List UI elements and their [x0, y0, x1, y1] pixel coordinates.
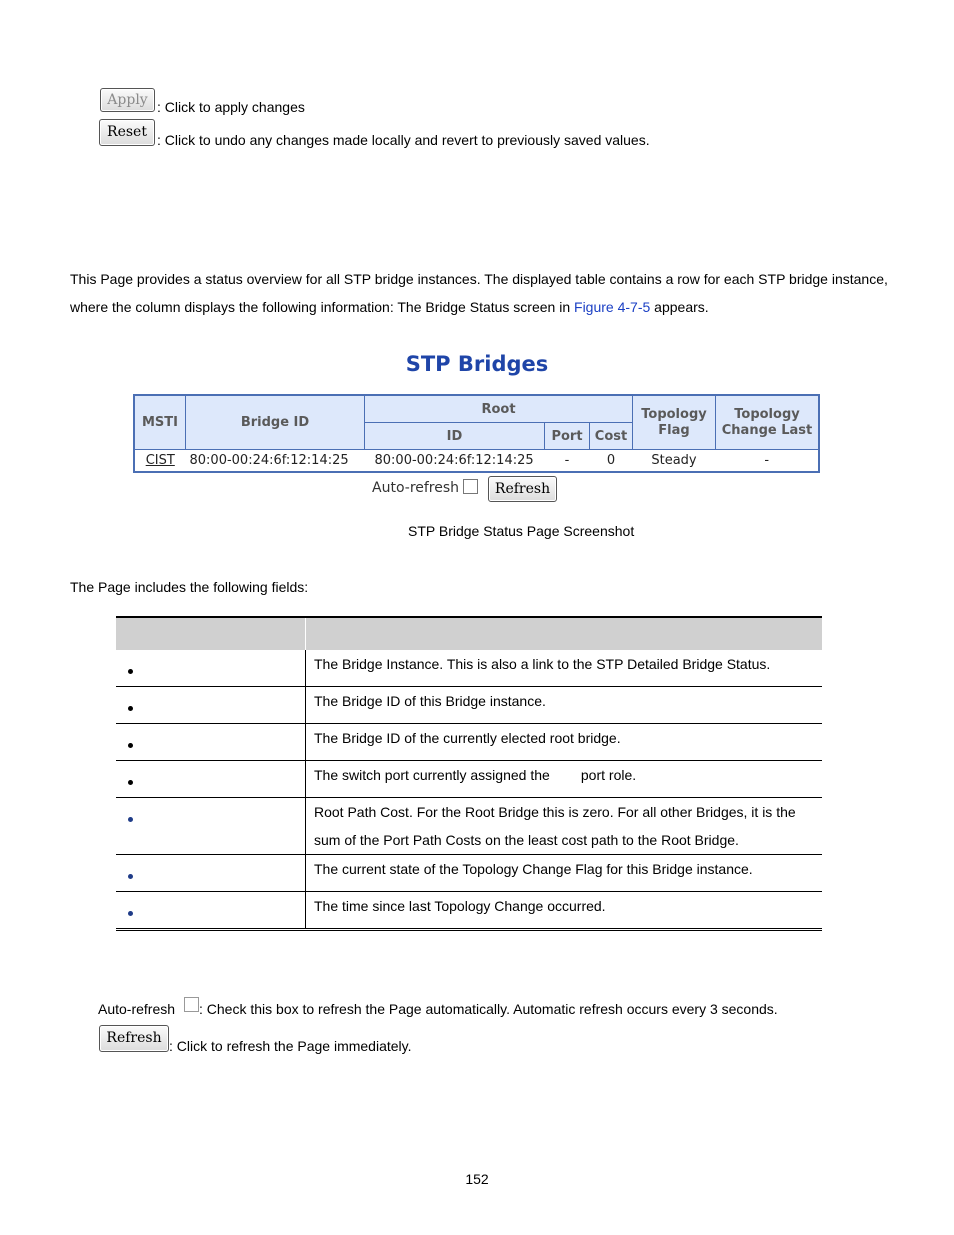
bullet-icon: [128, 706, 133, 711]
bullet-icon: [128, 743, 133, 748]
field-object-cell: [116, 855, 306, 892]
field-object-cell: [116, 798, 306, 855]
intro-line-2: [70, 293, 900, 321]
table-row: [116, 724, 822, 761]
header-msti: MSTI: [134, 395, 186, 450]
intro-text: where the column displays the following information: The Bridge Status screen in: [70, 299, 575, 315]
cell-topology-flag: Steady: [633, 450, 716, 473]
field-description: The Bridge ID of this Bridge instance.: [314, 693, 546, 709]
bullet-icon: [128, 874, 133, 879]
field-description-cell: [306, 761, 823, 798]
field-object-cell: [116, 892, 306, 930]
field-description-cell: [306, 798, 823, 855]
apply-description: : Click to apply changes: [157, 99, 305, 115]
bottom-refresh-button[interactable]: Refresh: [99, 1025, 169, 1052]
bottom-auto-refresh-description: : Check this box to refresh the Page automatically. Automatic refresh occurs every 3 seconds.: [199, 1001, 778, 1017]
cell-topology-change-last: -: [716, 450, 820, 473]
field-object-cell: [116, 687, 306, 724]
stp-bridges-table: [133, 394, 820, 473]
fields-table: [116, 616, 822, 931]
bullet-icon: [128, 911, 133, 916]
refresh-button[interactable]: Refresh: [488, 476, 557, 502]
table-row: [134, 450, 819, 473]
table-row: [116, 761, 822, 798]
fields-intro: The Page includes the following fields:: [70, 579, 309, 595]
field-description: The switch port currently assigned the port role.: [314, 767, 637, 783]
table-row: [116, 650, 822, 687]
cell-root-port: -: [545, 450, 590, 473]
fields-header-object: [116, 617, 306, 650]
page-number: 152: [465, 1171, 489, 1187]
field-description: The Bridge Instance. This is also a link to the STP Detailed Bridge Status.: [314, 656, 771, 672]
field-description-cell: [306, 650, 823, 687]
table-row: [116, 798, 822, 855]
reset-button[interactable]: Reset: [99, 119, 155, 146]
cell-root-cost: 0: [590, 450, 633, 473]
header-bridge-id: Bridge ID: [186, 395, 365, 450]
apply-button[interactable]: Apply: [100, 88, 155, 112]
field-description: Root Path Cost. For the Root Bridge this is zero. For all other Bridges, it is the: [314, 804, 796, 820]
auto-refresh-label: Auto-refresh: [372, 480, 460, 496]
field-description-cell: [306, 892, 823, 930]
field-object-cell: [116, 650, 306, 687]
header-root-id: ID: [365, 423, 545, 450]
intro-line-1: This Page provides a status overview for all STP bridge instances. The displayed table contains a row for each STP bridge instance,: [70, 271, 888, 287]
figure-link[interactable]: Figure 4-7-5: [574, 299, 651, 315]
cell-bridge-id: 80:00-00:24:6f:12:14:25: [186, 450, 365, 473]
bullet-icon: [128, 817, 133, 822]
intro-text-end: appears.: [650, 299, 709, 315]
field-description: The current state of the Topology Change Flag for this Bridge instance.: [314, 861, 753, 877]
msti-link-cist[interactable]: CIST: [145, 453, 175, 468]
header-topology-change-last: Topology Change Last: [716, 395, 820, 450]
cell-root-id: 80:00-00:24:6f:12:14:25: [365, 450, 545, 473]
field-description: The time since last Topology Change occurred.: [314, 898, 606, 914]
header-root-port: Port: [545, 423, 590, 450]
figure-caption: STP Bridge Status Page Screenshot: [408, 523, 635, 539]
field-description-cell: [306, 724, 823, 761]
fields-header-description: [306, 617, 823, 650]
field-object-cell: [116, 761, 306, 798]
header-root: Root: [365, 395, 633, 423]
auto-refresh-checkbox[interactable]: [463, 479, 478, 494]
table-row: [116, 855, 822, 892]
field-object-cell: [116, 724, 306, 761]
header-root-cost: Cost: [590, 423, 633, 450]
field-description-cell: [306, 687, 823, 724]
header-topology-flag: Topology Flag: [633, 395, 716, 450]
bottom-auto-refresh-label: Auto-refresh: [98, 1001, 176, 1017]
stp-bridges-title: STP Bridges: [405, 352, 549, 376]
reset-description: : Click to undo any changes made locally and revert to previously saved values.: [157, 132, 650, 148]
bottom-refresh-description: : Click to refresh the Page immediately.: [169, 1038, 412, 1054]
bullet-icon: [128, 780, 133, 785]
field-description: The Bridge ID of the currently elected root bridge.: [314, 730, 621, 746]
table-row: [116, 687, 822, 724]
bullet-icon: [128, 669, 133, 674]
table-row: [116, 892, 822, 930]
field-description: sum of the Port Path Costs on the least cost path to the Root Bridge.: [314, 832, 739, 848]
bottom-auto-refresh-checkbox[interactable]: [184, 997, 199, 1012]
field-description-cell: [306, 855, 823, 892]
